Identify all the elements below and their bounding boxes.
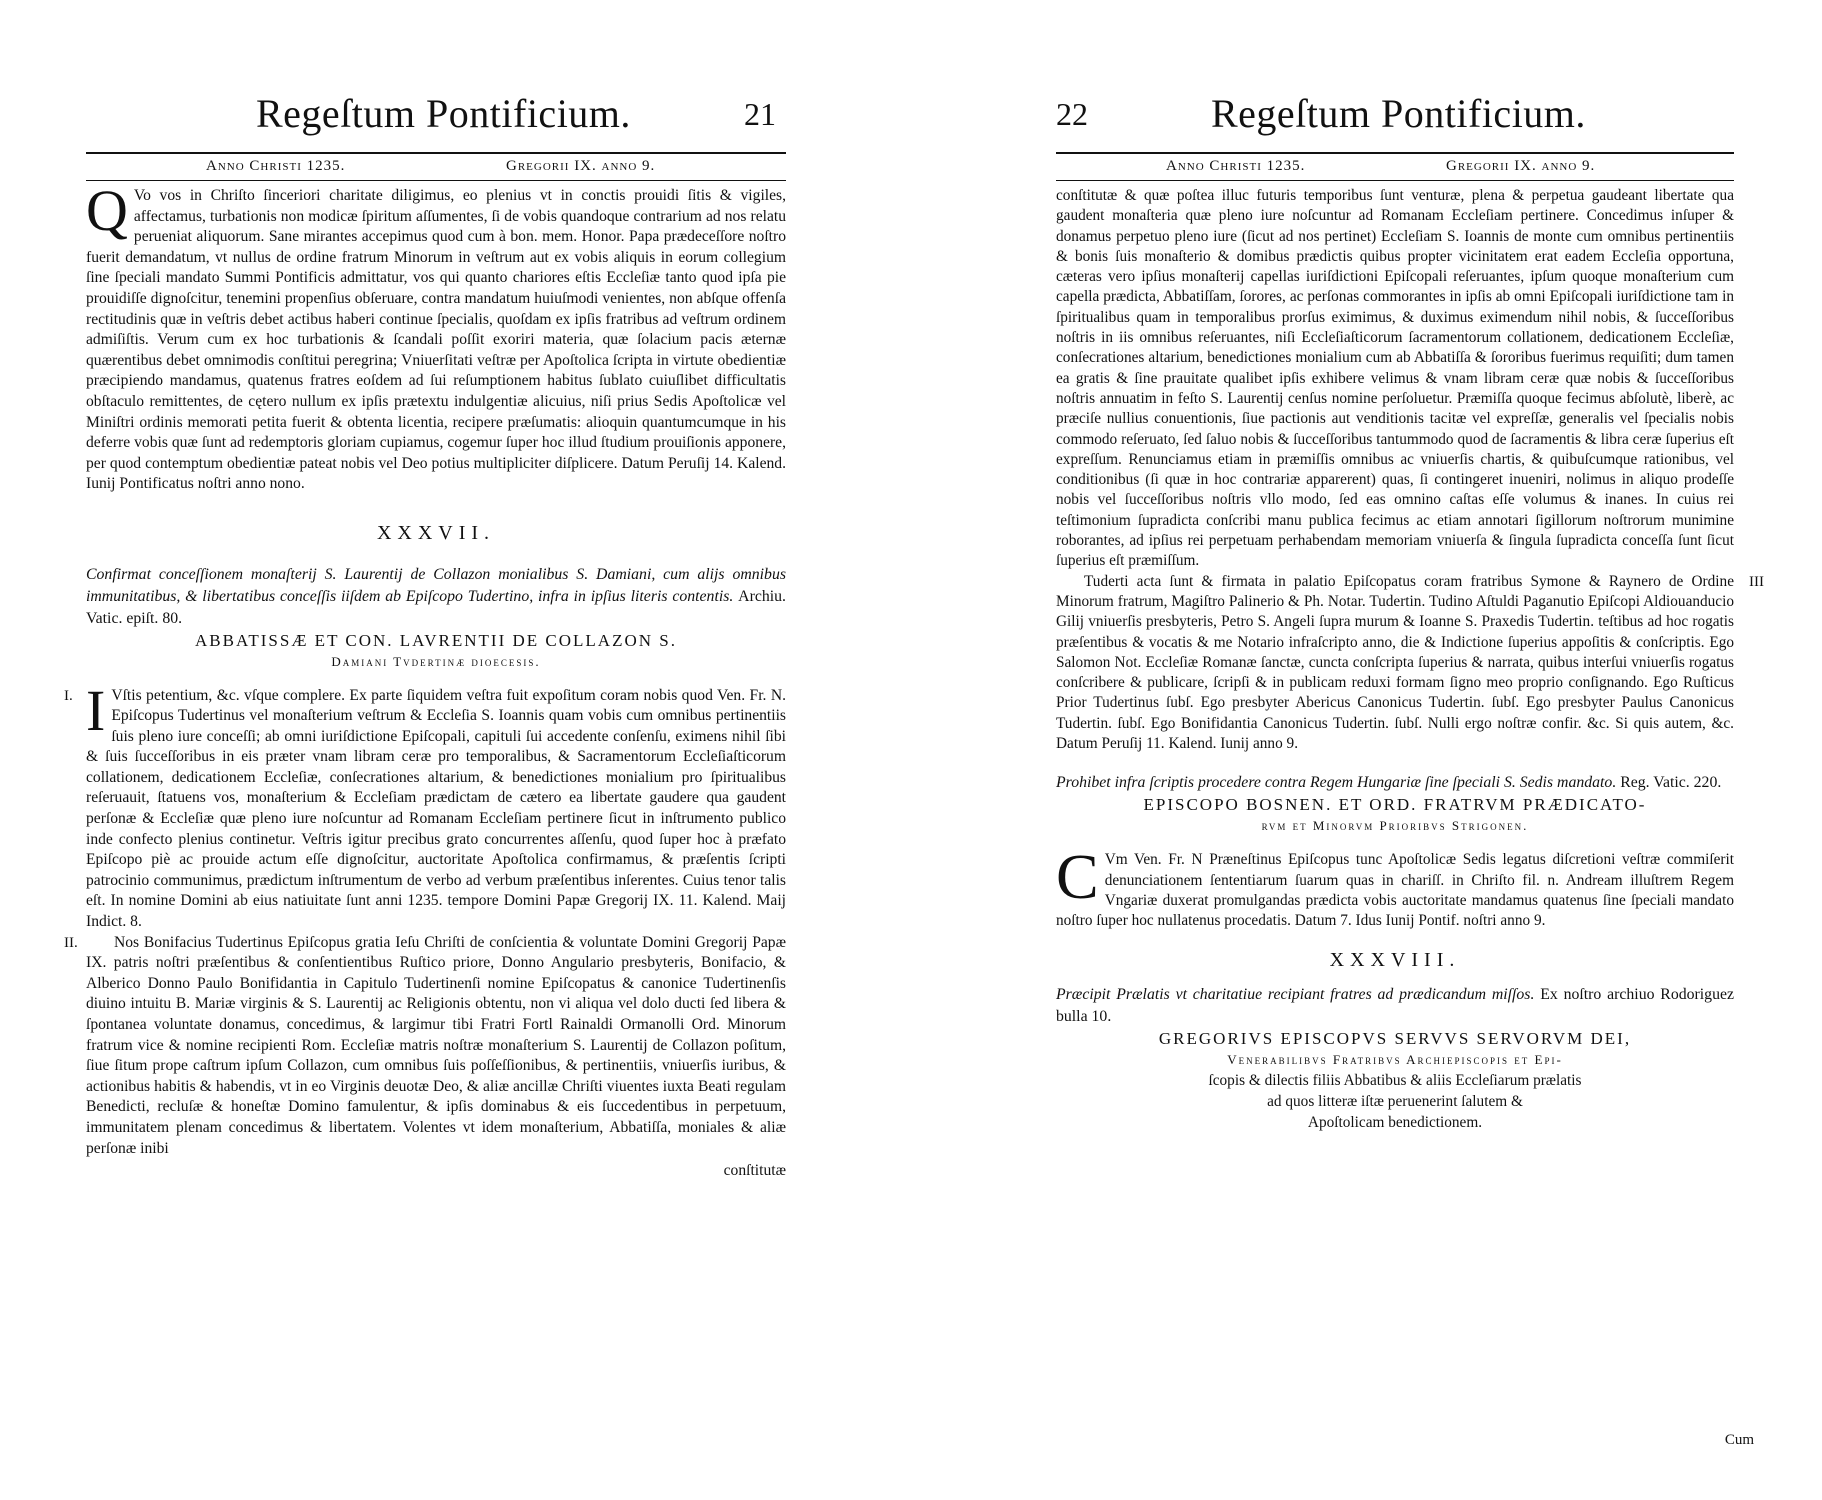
letter-address: EPISCOPO BOSNEN. ET ORD. FRATRVM PRÆDICATO- rvm et Minorvm Prioribvs Strigonen. xyxy=(1143,795,1647,834)
letter-summary: Prohibet infra ſcriptis procedere contra Regem Hungariæ ſine ſpeciali S. Sedis mandato. Reg. Vatic. 220. xyxy=(1056,774,1722,792)
letter-paragraph: C Vm Ven. Fr. N Præneſtinus Epiſcopus tunc Apoſtolicæ Sedis legatus diſcretioni veſtræ commiſerit denunciationem ſententiarum ſuarum quas in chariſſ. in Chriſto fil. n. Andream illuſtrem Regem Vngariæ duxerat promulgandas prædicta vobis auctoritate mandamus quatenus ſine ſpeciali mandato noſtro ſuper hoc nullatenus procedatis. Datum 7. Idus Iunij Pontif. noſtri anno 9. xyxy=(1056,841,1734,930)
running-title: Regeſtum Pontificium. xyxy=(256,91,631,136)
drop-cap: I xyxy=(86,677,106,743)
anno-christi: Anno Christi 1235. xyxy=(206,158,346,174)
subheader-rule xyxy=(1056,180,1734,181)
section-number: XXXVIII. xyxy=(1329,948,1461,971)
drop-cap: C xyxy=(1056,841,1099,913)
page-number: 22 xyxy=(1056,96,1088,132)
archive-source: Archiu. Vatic. epiſt. 80. xyxy=(86,587,786,627)
drop-cap: Q xyxy=(86,178,128,243)
tuderti-paragraph: III Tuderti acta ſunt & firmata in palatio Epiſcopatus coram fratribus Symone & Raynero de Ordine Minorum fratrum, Magiſtro Palinerio & Ph. Notar. Tudertin. Tudino Aſtuldi Paganutio Epiſcopi Aldiouanducio Gilij vniuerſis presbyteris, Petro S. Angeli ſupra murum & Ioanne S. Praxedis Tudertin. teſtibus ad hoc rogatis præſentibus & vocatis & me Notario infraſcripto anno, die & Indictione ſuperius appoſitis & conſcriptis. Ego Salomon Not. Eccleſiæ Romanæ ſanctæ, cuncta conſcripta ſuperius & narrata, quibus interſui vniuerſis rogatus conſcribere & publicare, ſcripſi & in publicam reduxi formam ſigno meo proprio conſignando. Ego Ruſticus Prior Tudertinus ſubſ. Ego presbyter Abericus Canonicus Tudertin. ſubſ. Ego presbyter Paulus Canonicus Tudertin. ſubſ. Ego Bonifidantia Canonicus Tudertin. ſubſ. Nulli ergo noſtræ confir. &c. Si quis autem, &c. Datum Peruſij 11. Kalend. Iunij anno 9. xyxy=(1056,572,1764,753)
margin-marker: III xyxy=(1749,573,1764,590)
continuation-paragraph: conſtitutæ & quæ poſtea illuc futuris temporibus ſunt venturæ, plena & perpetua gaudeant libertate qua gaudent monaſteria quæ pleno iure noſcuntur ad Romanam Eccleſiam pertinere. Concedimus inſuper & donamus perpetuo pleno iure (ſicut ad nos pertinet) Eccleſiam S. Ioannis de monte cum omnibus pertinentiis & bonis ſuis monaſterio & domibus prædictis quibus propter vicinitatem erat eadem Eccleſia opportuna, cæteras vero ipſius monaſterij capellas iuriſdictioni Epiſcopali reſeruantes, ipſum quoque monaſterium cum capella prædicta, Abbatiſſam, ſorores, ac perſonas commorantes in ipſis ab omni Epiſcopali iuriſdictione tam in ſpiritualibus quam in temporalibus prorſus eximimus, & duximus eximendum nihil nobis, & ſucceſſoribus noſtris in iis omnibus reſeruantes, niſi Eccleſiaſticorum ſacramentorum collationem, dedicationem Eccleſiæ, conſecrationes altarium, benedictiones monialium cum ab Abbatiſſa & ſororibus fuerimus requiſiti; dum tamen ea gratis & ſine prauitate qualibet ipſis exhibere velimus & vnam libram ceræ quæ nobis & ſucceſſoribus noſtris annuatim in feſto S. Laurentij cenſus nomine perſoluetur. Præmiſſa quoque fecimus abſolutè, liberè, ac præciſe nullius conuentionis, ſiue pactionis aut venditionis tacitæ vel expreſſæ, generalis vel ſpecialis nobis commodo reſeruato, ſed ſaluo nobis & ſucceſſoribus tantummodo quod de ſacramentis & libra ceræ ſuperius eſt expreſſum. Renunciamus etiam in præmiſſis omnibus ac vniuerſis chartis, & quibuſcumque rationibus, vel conditionibus (ſi quæ in hoc contrariæ apparerent) quas, ſi contingeret inueniri, nolimus in aliquo prodeſſe nobis vel ſucceſſoribus noſtris vllo modo, ſed eas omnino caſtas eſſe volumus & inanes. In cuius rei teſtimonium ſupradicta conſcribi manu publica fecimus ac etiam annotari ſigillorum noſtrorum munimine roborantes, ad ipſius rei perpetuam perhabendam memoriam vniuerſa & ſingula ſupradicta conceſſa ſunt ſicut ſuperius eſt præmiſſum. xyxy=(1056,187,1734,570)
paragraph-ii: II. Nos Bonifacius Tudertinus Epiſcopus gratia Ieſu Chriſti de conſcientia & voluntate Domini Gregorij Papæ IX. patris noſtri præſentibus & conſentientibus Ruſtico priore, Donno Angulario presbyteris, Bonifacio, & Alberico Donno Paulo Bonifidantia in Capitulo Tudertinenſi nomine Epiſcopatus & canonice Tudertinenſis diuino intuitu B. Mariæ virginis & S. Laurentij ac Religionis obtentu, non vi aliqua vel dolo ducti ſed libera & ſpontanea voluntate donamus, concedimus, & largimur tibi Fratri Fortl Rainaldi Ormanolli Ord. Minorum fratrum vice & nomine recipienti Rom. Eccleſiæ matris noſtræ monaſterium S. Laurentij de Collazon poſitum, ſiue ſitum prope caſtrum ipſum Collazon, cum omnibus ſuis poſſeſſionibus, & pertinentiis, vniuerſis iuribus, & actionibus habitis & habendis, vt in eo Virginis deuotæ Deo, & aliæ ancillæ Chriſti viuentes iuxta Beati regulam Benedicti, recluſæ & honeſtæ Domino famulentur, & ipſis dominabus & eis ſuccedentibus in perpetuum, immunitatem plenam concedimus & libertatem. Volentes vt idem monaſterium, Abbatiſſa, moniales & aliæ perſonæ inibi xyxy=(64,933,786,1157)
letter-summary: Præcipit Prælatis vt charitatiue recipiant fratres ad prædicandum miſſos. Ex noſtro archiuo Rodoriguez bulla 10. xyxy=(1056,985,1734,1025)
section-number: XXXVII. xyxy=(376,521,496,544)
gregorius-address: GREGORIVS EPISCOPVS SERVVS SERVORVM DEI, Venerabilibvs Fratribvs Archiepiscopis et Epi- ſcopis & dilectis filiis Abbatibus & aliis Eccleſiarum prælatis ad quos litteræ iſtæ peruenerint ſalutem & Apoſtolicam benedictionem. xyxy=(1158,1028,1632,1131)
page-number: 21 xyxy=(744,96,776,132)
header-rule xyxy=(1056,152,1734,154)
subheader xyxy=(86,158,786,178)
subheader xyxy=(1056,158,1734,178)
running-title: Regeſtum Pontificium. xyxy=(1211,91,1586,136)
right-body xyxy=(1056,186,1764,1147)
catchword: Cum xyxy=(1724,1432,1754,1448)
running-head xyxy=(1056,90,1734,146)
gregorii-year: Gregorii IX. anno 9. xyxy=(506,158,656,174)
gregorii-year: Gregorii IX. anno 9. xyxy=(1446,158,1596,174)
left-body xyxy=(64,178,786,1182)
letter-summary: Confirmat conceſſionem monaſterij S. Laurentij de Collazon monialibus S. Damiani, cum alijs omnibus immunitatibus, & libertatibus conceſſis iiſdem ab Epiſcopo Tudertino, infra in ipſius literis contentis. Archiu. Vatic. epiſt. 80. xyxy=(86,565,786,627)
header-rule xyxy=(86,152,786,154)
paragraph-i: I. I Vſtis petentium, &c. vſque complere. Ex parte ſiquidem veſtra fuit expoſitum coram nobis quod Ven. Fr. N. Epiſcopus Tudertinus vel monaſterium veſtrum & Eccleſia S. Ioannis quam vobis cum omnibus pertinentiis ſuis pleno iure conceſſi; ab omni iuriſdictione Epiſcopali, capituli ſui accedente conſenſu, eximens nihil ſibi & ſuis ſucceſſoribus in eis præter vnam libram ceræ pro temporalibus, & Sacramentorum Eccleſiaſticorum collationem, dedicationem Eccleſiæ, conſecrationes altarium, & benedictiones monialium pro ſpiritualibus reſeruauit, ſtatuens vos, monaſterium & Eccleſiam prædictam de cætero ea libertate gaudere qua gaudent perſonæ & Eccleſiæ quæ pleno iure noſcuntur ad Romanam Eccleſiam pertinere ſicut in inſtrumento publico inde confecto plenius continetur. Veſtris igitur precibus grato concurrentes aſſenſu, quod ſuper hoc à præfato Epiſcopo piè ac prouide actum eſſe dignoſcitur, auctoritate Apoſtolica confirmamus, & præſentis ſcripti patrocinio communimus, prædictum inſtrumentum de verbo ad verbum præſentibus inſerentes. Cuius tenor talis eſt. In nomine Domini ab eius natiuitate ſunt anni 1235. tempore Domini Papæ Gregorij IX. 11. Kalend. Maij Indict. 8. xyxy=(64,677,786,931)
catchword: conſtitutæ xyxy=(723,1162,786,1180)
archive-source: Reg. Vatic. 220. xyxy=(1620,774,1722,792)
anno-christi: Anno Christi 1235. xyxy=(1166,158,1306,174)
margin-marker: I. xyxy=(64,687,73,704)
archive-source: Ex noſtro archiuo Rodoriguez bulla 10. xyxy=(1056,985,1734,1025)
subheader-rule xyxy=(86,180,786,181)
margin-marker: II. xyxy=(64,934,78,951)
running-head xyxy=(86,90,786,146)
letter-address: ABBATISSÆ ET CON. LAVRENTII DE COLLAZON S. Damiani Tvdertinæ dioecesis. xyxy=(195,630,677,669)
opening-paragraph: Q Vo vos in Chriſto ſinceriori charitate diligimus, eo plenius vt in conctis prouidi ſitis & vigiles, affectamus, turbationis non modicæ ſpiritum aſſumentes, ſi de vobis quandoque contrarium ad nos relatu perueniat aliquorum. Sane mirantes accepimus quod cum à bon. mem. Honor. Papa prædeceſſore noſtro fuerit demandatum, vt nullus de ordine fratrum Minorum in veſtrum aut ex vobis aliquis in eorum collegium ſine ſpeciali mandato Summi Pontificis admittatur, vos qui quanto chariores eſtis Eccleſiæ tanto quod ipſa pie prouidiſſe dignoſcitur, tenemini propenſius obſeruare, contra mandatum huiuſmodi venientes, non abſque offenſa rectitudinis quæ in veſtris debet actibus haberi continue ſpecialis, quoſdam ex ipſis fratribus ad veſtrum ordinem admiſiſtis. Verum cum ex hoc turbationis & ſcandali poſſit exoriri materia, quæ ſolacium pacis æternæ quærentibus debet omnimodis conſtitui peregrina; Vniuerſitati veſtræ per Apoſtolica ſcripta in virtute obedientiæ præcipiendo mandamus, quatenus fratres eoſdem ad ſui reſumptionem habitus ſublato cuiuſlibet difficultatis obſtaculo remittentes, de cętero nullum ex ipſis prætextu indulgentiæ alicuius, niſi prius Sedis Apoſtolicæ vel Miniſtri ordinis memorati petita fuerit & obtenta licentia, recipere præſumatis: alioquin quantumcumque in his deferre vobis quæ ſunt ad redemptoris gloriam cupiamus, cogemur ſuper hoc illud ſtudium prouiſionis apponere, per quod contemptum obedientiæ pateat nobis vel Deo potius multipliciter diſplicere. Datum Peruſij 14. Kalend. Iunij Pontificatus noſtri anno nono. xyxy=(86,178,786,493)
